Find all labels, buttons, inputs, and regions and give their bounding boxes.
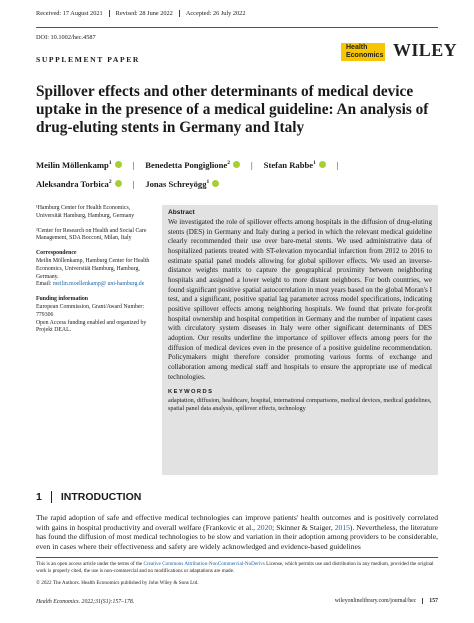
author[interactable]: Meilin Möllenkamp$^1$: [36, 160, 122, 170]
revised-date: Revised: 28 June 2022: [116, 10, 180, 17]
affiliation: ²Center for Research on Health and Social Care Management, SDA Bocconi, Milan, Italy: [36, 227, 147, 242]
abstract-text: We investigated the role of spillover effects among hospitals in the diffusion of drug-eluting stents (DES) in Germany and Italy during a period in which the relevant medical guideline clearly recommended their use over bare-metal stents. We used administrative data of hospitalized patients treated with ST-elevation myocardial infarction from 2012 to 2016 to estimate spatial panel models allowing for global spillover effects. We used an inverse-distance weights matrix to capture the geographical proximity between neighboring hospitals and assigned a lower weight to more distant neighbors. For both countries, we found significant positive spatial autocorrelation in most years based on the global Moran's I test, and a significant, positive spatial lag parameter across model specifications, indicating positive spillover effects among neighboring hospitals. We found that private for-profit hospital ownership and hospital competition in Germany and the number of inpatient cases with circulatory system diseases in Italy were other significant determinants of DES adoption. Our results underline the importance of spillover effects among peers for the diffusion of medical devices even in the presence of a positive guideline recommendation. Policymakers might therefore consider promoting various forms of exchange and collaboration among medical staff and hospitals to ensure the appropriate use of medical technologies.: [168, 218, 432, 381]
keywords-heading: KEYWORDS: [168, 389, 214, 396]
article-history: [36, 10, 257, 17]
author[interactable]: Stefan Rabbe$^1$: [264, 160, 326, 170]
doi[interactable]: DOI: 10.1002/hec.4587: [36, 34, 96, 41]
page-number: 157: [422, 598, 438, 604]
copyright: © 2022 The Authors. Health Economics published by John Wiley & Sons Ltd.: [36, 580, 199, 586]
orcid-icon[interactable]: [319, 161, 326, 168]
correspondence-text: Meilin Möllenkamp, Hamburg Center for Health Economics, Universität Hamburg, Hamburg, Germany.: [36, 257, 150, 280]
article-type: SUPPLEMENT PAPER: [36, 55, 141, 64]
abstract-heading: Abstract: [168, 209, 195, 216]
keywords: adaptation, diffusion, healthcare, hospital, international comparisons, medical devices, medical guidelines, spatial panel data analysis, spillover effects, technology: [168, 397, 432, 413]
journal-logo: Health Economics: [341, 43, 385, 61]
affiliation: ¹Hamburg Center for Health Economics, Universität Hamburg, Hamburg, Germany: [36, 205, 135, 219]
orcid-icon[interactable]: [115, 180, 122, 187]
funding-text: European Commission, Grant/Award Number: 779306: [36, 303, 144, 318]
accepted-date: Accepted: 26 July 2022: [185, 10, 246, 17]
footer-citation: Health Economics. 2022;31(S1):157–178.: [36, 599, 135, 605]
intro-paragraph: The rapid adoption of safe and effective medical technologies can improve patients' health outcomes and is positively correlated with gains in hospital productivity and overall welfare (Frankovic et al., 2020; Skinner & Staiger, 2015). Nevertheless, the literature has found the diffusion of most medical technologies to be slow and variation in their adoption among providers to be considerable, even in cases where their effectiveness and safety are widely acknowledged and evidence-based guidelines: [36, 513, 438, 551]
author-list: Meilin Möllenkamp$^1$ | Benedetta Pongiglione$^2$ | Stefan Rabbe$^1$ | Aleksandra Torbica$^2$ | Jonas Schreyögg$^1$: [36, 159, 339, 189]
orcid-icon[interactable]: [233, 161, 240, 168]
license-rule: [36, 557, 438, 558]
footer-right: [335, 598, 438, 604]
section-heading: 1 INTRODUCTION: [36, 491, 142, 503]
citation-link[interactable]: 2015: [334, 522, 350, 532]
journal-url[interactable]: wileyonlinelibrary.com/journal/hec: [334, 598, 417, 604]
orcid-icon[interactable]: [115, 161, 122, 168]
author[interactable]: Jonas Schreyögg$^1$: [145, 179, 219, 189]
author[interactable]: Aleksandra Torbica$^2$: [36, 179, 122, 189]
orcid-icon[interactable]: [212, 180, 219, 187]
sidebar: [36, 205, 154, 342]
author[interactable]: Benedetta Pongiglione$^2$: [145, 160, 240, 170]
abstract-box: [162, 205, 438, 475]
license-text: This is an open access article under the terms of the Creative Commons Attribution-NonCommercial-NoDerivs License, which permits use and distribution in any medium, provided the original work is properly cited, the use is non-commercial and no modifications or adaptations are made.: [36, 561, 434, 574]
received-date: Received: 17 August 2021: [36, 10, 110, 17]
publisher-logo: WILEY: [393, 40, 458, 60]
funding: [36, 296, 154, 335]
correspondence: Correspondence Meilin Möllenkamp, Hamburg Center for Health Economics, Universität Hamburg, Hamburg, Germany. Email: meilin.moellenkamp@ uni-hamburg.de: [36, 250, 154, 289]
header-rule: [36, 27, 438, 28]
funding-heading: Funding information: [36, 296, 89, 303]
article-title: Spillover effects and other determinants of medical device uptake in the presence of a medical guideline: An analysis of drug-eluting stents in Germany and Italy: [36, 83, 429, 137]
license-link[interactable]: Creative Commons Attribution-NonCommercial-NoDerivs: [143, 561, 265, 567]
open-access-note: Open Access funding enabled and organized by Projekt DEAL.: [36, 319, 147, 334]
correspondence-heading: Correspondence: [36, 250, 77, 257]
email-link[interactable]: meilin.moellenkamp@ uni-hamburg.de: [52, 281, 145, 288]
citation-link[interactable]: 2020: [256, 522, 273, 532]
